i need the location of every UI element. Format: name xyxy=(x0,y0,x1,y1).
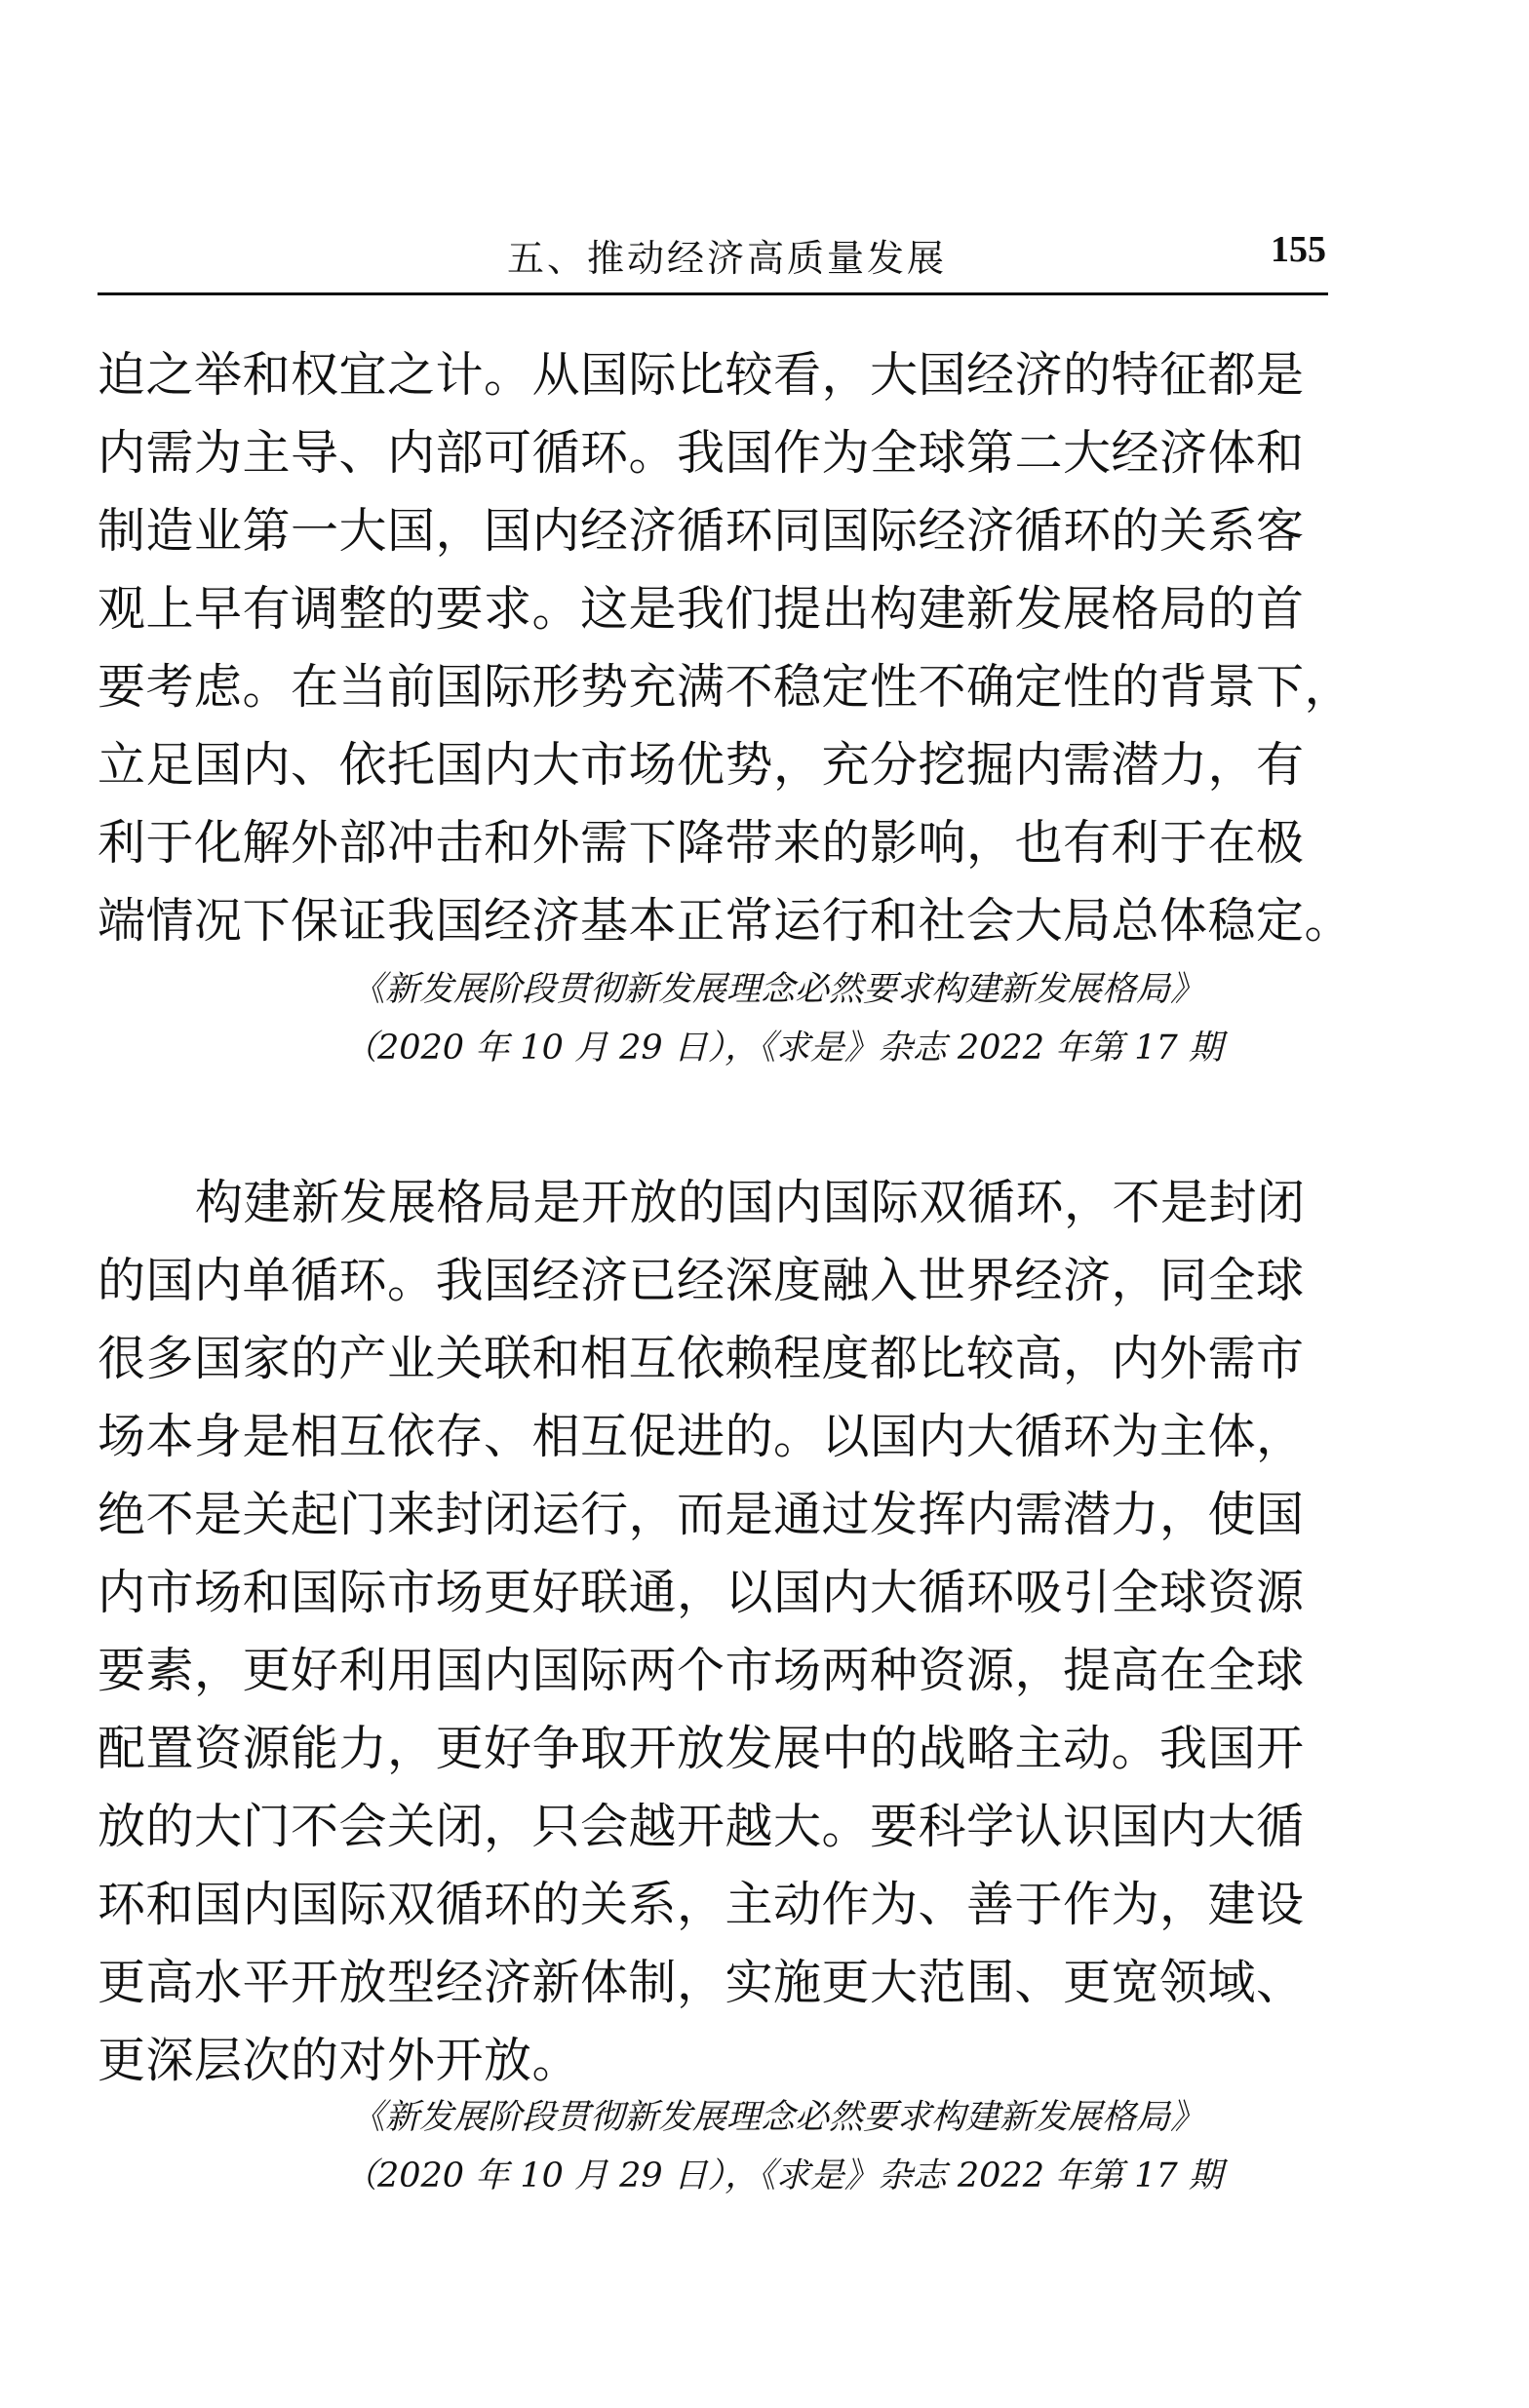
text-line: 更深层次的对外开放。 xyxy=(98,2033,581,2088)
text-line: 放的大门不会关闭，只会越开越大。要科学认识国内大循 xyxy=(98,1799,1305,1854)
paragraph-2 xyxy=(98,1164,1355,2100)
text-line: 配置资源能力，更好争取开放发展中的战略主动。我国开 xyxy=(98,1721,1305,1776)
text-line: 场本身是相互依存、相互促进的。以国内大循环为主体， xyxy=(98,1409,1305,1464)
page-number: 155 xyxy=(1271,229,1326,270)
text-line: 要素，更好利用国内国际两个市场两种资源，提高在全球 xyxy=(98,1643,1305,1698)
text-line: 内需为主导、内部可循环。我国作为全球第二大经济体和 xyxy=(98,425,1305,481)
page-header xyxy=(98,222,1328,295)
citation-2 xyxy=(343,2088,1346,2205)
text-line: 绝不是关起门来封闭运行，而是通过发挥内需潜力，使国 xyxy=(98,1487,1305,1542)
text-line: 观上早有调整的要求。这是我们提出构建新发展格局的首 xyxy=(98,581,1305,637)
text-line: 很多国家的产业关联和相互依赖程度都比较高，内外需市 xyxy=(98,1331,1305,1386)
text-line: 要考虑。在当前国际形势充满不稳定性不确定性的背景下， xyxy=(98,659,1353,715)
text-line: 迫之举和权宜之计。从国际比较看，大国经济的特征都是 xyxy=(98,347,1305,403)
text-line: 利于化解外部冲击和外需下降带来的影响，也有利于在极 xyxy=(98,815,1305,871)
citation-1 xyxy=(343,960,1346,1077)
text-line: 构建新发展格局是开放的国内国际双循环，不是封闭 xyxy=(195,1175,1306,1230)
text-line: 内市场和国际市场更好联通，以国内大循环吸引全球资源 xyxy=(98,1565,1305,1620)
running-head-title: 五、推动经济高质量发展 xyxy=(507,237,948,280)
citation-title: 《新发展阶段贯彻新发展理念必然要求构建新发展格局》 xyxy=(351,2098,1205,2137)
text-line: 的国内单循环。我国经济已经深度融入世界经济，同全球 xyxy=(98,1253,1305,1308)
text-line: 制造业第一大国，国内经济循环同国际经济循环的关系客 xyxy=(98,503,1305,559)
text-line: 环和国内国际双循环的关系，主动作为、善于作为，建设 xyxy=(98,1877,1305,1932)
text-line: 更高水平开放型经济新体制，实施更大范围、更宽领域、 xyxy=(98,1955,1305,2010)
text-line: 立足国内、依托国内大市场优势，充分挖掘内需潜力，有 xyxy=(98,737,1305,793)
citation-title: 《新发展阶段贯彻新发展理念必然要求构建新发展格局》 xyxy=(351,970,1205,1009)
text-line: 端情况下保证我国经济基本正常运行和社会大局总体稳定。 xyxy=(98,893,1353,949)
citation-source: （2020 年 10 月 29 日），《求是》杂志 2022 年第 17 期 xyxy=(343,1029,1223,1068)
paragraph-1 xyxy=(98,336,1355,960)
citation-source: （2020 年 10 月 29 日），《求是》杂志 2022 年第 17 期 xyxy=(343,2156,1223,2195)
